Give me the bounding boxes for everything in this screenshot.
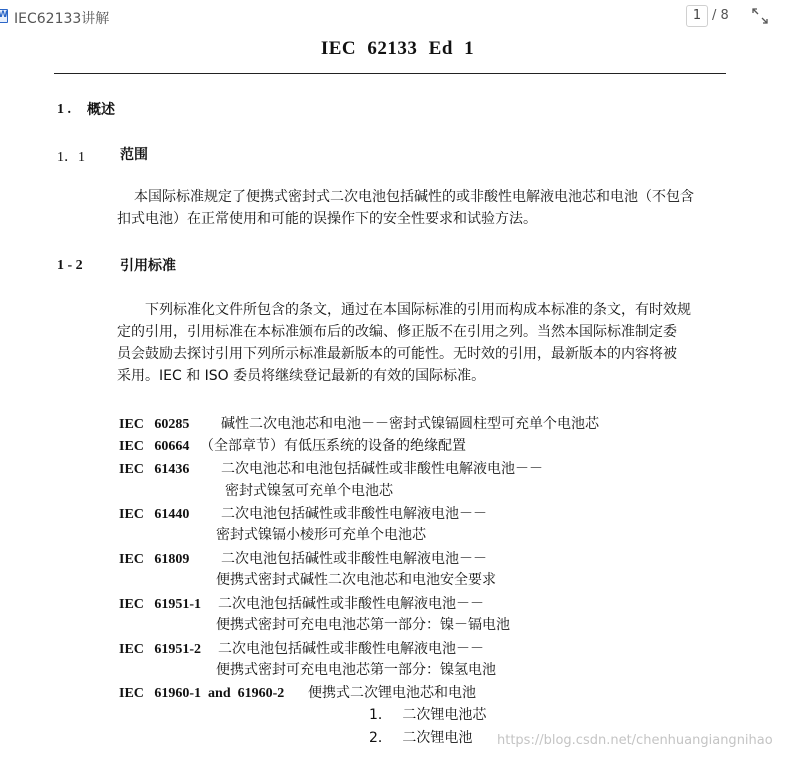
standard-iec-61440 bbox=[119, 503, 487, 523]
section-1-2-number: 1 - 2 bbox=[57, 258, 83, 273]
section-1-1-heading: 范围 bbox=[120, 147, 148, 163]
standard-code: IEC 61951-2 bbox=[119, 642, 202, 657]
standard-code: IEC 61960-1 and 61960-2 bbox=[119, 686, 285, 701]
standard-code: IEC 61436 bbox=[119, 462, 190, 477]
standard-iec-61436-continuation: 密封式镍氢可充单个电池芯 bbox=[225, 483, 393, 499]
standard-description: 碱性二次电池芯和电池－－密封式镍镉圆柱型可充单个电池芯 bbox=[221, 416, 599, 432]
page-number-input[interactable]: 1 bbox=[686, 5, 708, 27]
standard-description: 二次电池包括碱性或非酸性电解液电池－－ bbox=[221, 506, 487, 522]
document-title: IEC 62133 Ed 1 bbox=[320, 38, 475, 59]
standard-iec-61440-continuation: 密封式镍镉小棱形可充单个电池芯 bbox=[216, 527, 426, 543]
viewer-toolbar bbox=[0, 0, 795, 34]
watermark-url: https://blog.csdn.net/chenhuangiangnihao bbox=[497, 733, 773, 748]
standard-description: 二次电池芯和电池包括碱性或非酸性电解液电池－－ bbox=[221, 461, 543, 477]
standard-iec-61436 bbox=[119, 458, 543, 478]
scope-text-line1: 本国际标准规定了便携式密封式二次电池包括碱性的或非酸性电解液电池芯和电池（不包含 bbox=[134, 189, 694, 205]
sublist-number: 1． bbox=[369, 707, 392, 723]
fullscreen-expand-icon[interactable] bbox=[752, 8, 768, 24]
standard-description: 二次电池包括碱性或非酸性电解液电池－－ bbox=[218, 596, 484, 612]
standard-iec-61951-1 bbox=[119, 593, 484, 613]
standard-iec-60664 bbox=[119, 435, 466, 455]
standard-code: IEC 61809 bbox=[119, 552, 190, 567]
word-document-icon bbox=[0, 9, 8, 23]
standard-iec-61809 bbox=[119, 548, 487, 568]
standard-description: 二次电池包括碱性或非酸性电解液电池－－ bbox=[221, 551, 487, 567]
sublist-number: 2． bbox=[369, 730, 392, 746]
standard-description: 二次电池包括碱性或非酸性电解液电池－－ bbox=[218, 641, 484, 657]
section-1-2-heading: 引用标准 bbox=[120, 258, 176, 274]
sublist-text: 二次锂电池 bbox=[402, 730, 473, 746]
section-1-1-number: 1．1 bbox=[57, 150, 85, 165]
standard-description: 便携式二次锂电池芯和电池 bbox=[308, 685, 476, 701]
standard-iec-60285 bbox=[119, 413, 599, 433]
standard-iec-61809-continuation: 便携式密封式碱性二次电池芯和电池安全要求 bbox=[216, 572, 496, 588]
standard-iec-61951-2 bbox=[119, 638, 484, 658]
sublist-item-1 bbox=[369, 704, 486, 724]
sublist-item-2 bbox=[369, 727, 472, 747]
standard-code: IEC 61440 bbox=[119, 507, 190, 522]
page-total-label: / 8 bbox=[712, 8, 729, 23]
standard-description: （全部章节）有低压系统的设备的绝缘配置 bbox=[200, 438, 466, 454]
section-1-heading: 概述 bbox=[87, 102, 115, 118]
title-divider bbox=[54, 73, 726, 74]
sublist-text: 二次锂电池芯 bbox=[402, 707, 487, 723]
standard-code: IEC 61951-1 bbox=[119, 597, 202, 612]
scope-text-line2: 扣式电池）在正常使用和可能的误操作下的安全性要求和试验方法。 bbox=[117, 211, 537, 227]
references-text-line4: 采用。IEC 和 ISO 委员将继续登记最新的有效的国际标准。 bbox=[117, 368, 486, 384]
standard-code: IEC 60664 bbox=[119, 439, 190, 454]
document-tab-title[interactable]: IEC62133讲解 bbox=[14, 11, 110, 27]
references-text-line2: 定的引用，引用标准在本标准颁布后的改编、修正版不在引用之列。当然本国际标准制定委 bbox=[117, 324, 677, 340]
standard-iec-61951-2-continuation: 便携式密封可充电电池芯第一部分：镍氢电池 bbox=[216, 662, 496, 678]
standard-code: IEC 60285 bbox=[119, 417, 190, 432]
standard-iec-61951-1-continuation: 便携式密封可充电电池芯第一部分：镍－镉电池 bbox=[216, 617, 510, 633]
references-text-line1: 下列标准化文件所包含的条文，通过在本国际标准的引用而构成本标准的条文，有时效规 bbox=[145, 302, 691, 318]
section-1-number: 1 . bbox=[57, 102, 71, 117]
references-text-line3: 员会鼓励去探讨引用下列所示标准最新版本的可能性。无时效的引用，最新版本的内容将被 bbox=[117, 346, 677, 362]
standard-iec-61960 bbox=[119, 682, 476, 702]
